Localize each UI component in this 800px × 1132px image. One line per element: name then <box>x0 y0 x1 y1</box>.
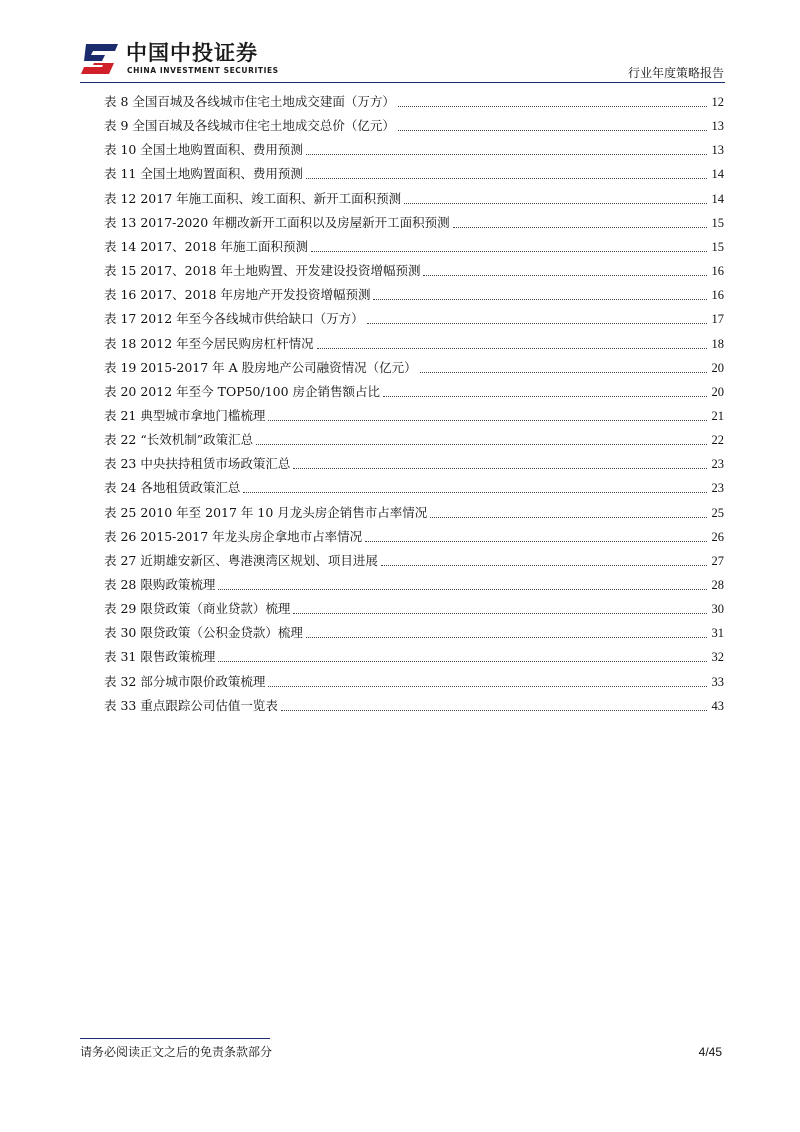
toc-entry-page: 21 <box>711 408 724 423</box>
toc-dot-leader <box>243 491 707 493</box>
toc-entry-title: 表 26 2015-2017 年龙头房企拿地市占率情况 <box>104 528 363 544</box>
toc-entry-page: 20 <box>711 360 724 375</box>
toc-dot-leader <box>317 347 707 349</box>
toc-entry[interactable] <box>104 381 724 401</box>
toc-entry-page: 23 <box>711 457 724 472</box>
toc-entry-page: 18 <box>711 336 724 351</box>
toc-entry[interactable] <box>104 453 724 473</box>
toc-dot-leader <box>404 202 707 204</box>
toc-dot-leader <box>306 177 707 179</box>
toc-entry-page: 16 <box>711 264 724 279</box>
toc-entry-title: 表 23 中央扶持租赁市场政策汇总 <box>104 456 291 472</box>
toc-entry[interactable] <box>104 284 724 304</box>
toc-entry-page: 20 <box>711 384 724 399</box>
toc-entry-page: 15 <box>711 239 724 254</box>
toc-entry[interactable] <box>104 260 724 280</box>
toc-entry-page: 12 <box>711 95 724 109</box>
toc-entry[interactable] <box>104 188 724 208</box>
toc-entry-title: 表 33 重点跟踪公司估值一览表 <box>104 697 278 713</box>
toc-dot-leader <box>453 226 707 228</box>
toc-entry-title: 表 12 2017 年施工面积、竣工面积、新开工面积预测 <box>104 190 402 206</box>
toc-dot-leader <box>293 467 707 469</box>
toc-dot-leader <box>367 322 707 324</box>
toc-entry-title: 表 31 限售政策梳理 <box>104 649 216 665</box>
toc-dot-leader <box>268 685 707 687</box>
toc-entry-page: 13 <box>711 119 724 134</box>
toc-entry-title: 表 13 2017-2020 年棚改新开工面积以及房屋新开工面积预测 <box>104 214 450 230</box>
report-type: 行业年度策略报告 <box>627 66 724 80</box>
toc-entry-page: 30 <box>711 602 724 617</box>
toc-entry-title: 表 29 限贷政策（商业贷款）梳理 <box>104 601 291 617</box>
toc-dot-leader <box>218 588 707 590</box>
toc-entry-title: 表 22 “长效机制”政策汇总 <box>104 432 254 448</box>
toc-entry[interactable] <box>104 695 724 715</box>
toc-entry-title: 表 14 2017、2018 年施工面积预测 <box>104 238 308 254</box>
toc-entry-page: 22 <box>711 433 724 448</box>
toc-entry-title: 表 18 2012 年至今居民购房杠杆情况 <box>104 335 314 351</box>
toc-entry-title: 表 32 部分城市限价政策梳理 <box>104 673 266 689</box>
toc-entry[interactable] <box>104 308 724 328</box>
company-logo <box>80 41 279 78</box>
toc-dot-leader <box>381 564 707 566</box>
toc-entry-title: 表 25 2010 年至 2017 年 10 月龙头房企销售市占率情况 <box>104 504 428 520</box>
toc-entry-page: 32 <box>711 650 724 665</box>
company-name-en: CHINA INVESTMENT SECURITIES <box>127 66 279 75</box>
toc-entry[interactable] <box>104 212 724 232</box>
toc-entry[interactable] <box>104 646 724 666</box>
toc-entry[interactable] <box>104 550 724 570</box>
toc-dot-leader <box>383 395 707 397</box>
toc-entry-title: 表 21 典型城市拿地门槛梳理 <box>104 407 266 423</box>
company-name-cn: 中国中投证券 <box>126 41 258 65</box>
toc-entry-page: 31 <box>711 626 724 641</box>
toc-entry-title: 表 16 2017、2018 年房地产开发投资增幅预测 <box>104 287 371 303</box>
toc-dot-leader <box>420 371 707 373</box>
toc-entry[interactable] <box>104 236 724 256</box>
toc-dot-leader <box>306 636 707 638</box>
toc-dot-leader <box>218 660 707 662</box>
footer-disclaimer: 请务必阅读正文之后的免责条款部分 <box>80 1045 273 1059</box>
toc-dot-leader <box>365 540 707 542</box>
toc-entry-title: 表 24 各地租赁政策汇总 <box>104 480 241 496</box>
toc-entry-page: 33 <box>711 674 724 689</box>
header-divider <box>80 82 725 83</box>
toc-entry[interactable] <box>104 622 724 642</box>
toc-dot-leader <box>398 129 707 131</box>
toc-entry-title: 表 9 全国百城及各线城市住宅土地成交总价（亿元） <box>104 118 395 134</box>
toc-entry-title: 表 28 限购政策梳理 <box>104 577 216 592</box>
toc-dot-leader <box>430 516 707 518</box>
toc-dot-leader <box>293 612 707 614</box>
toc-entry[interactable] <box>104 333 724 353</box>
toc-dot-leader <box>268 419 707 421</box>
toc-entry[interactable] <box>104 526 724 546</box>
page-number: 4/45 <box>698 1045 722 1059</box>
page-header <box>0 0 800 90</box>
toc-entry-page: 27 <box>711 553 724 568</box>
toc-entry[interactable] <box>104 357 724 377</box>
toc-entry-title: 表 15 2017、2018 年土地购置、开发建设投资增幅预测 <box>104 263 421 279</box>
toc-entry-title: 表 20 2012 年至今 TOP50/100 房企销售额占比 <box>104 383 381 399</box>
toc-entry[interactable] <box>104 502 724 522</box>
toc-entry-page: 13 <box>711 143 724 158</box>
toc-entry[interactable] <box>104 405 724 425</box>
toc-dot-leader <box>423 274 707 276</box>
toc-entry[interactable] <box>104 91 724 111</box>
toc-entry-page: 17 <box>711 312 724 327</box>
toc-dot-leader <box>398 105 707 107</box>
footer-divider <box>80 1038 270 1039</box>
toc-entry-title: 表 17 2012 年至今各线城市供给缺口（万方） <box>104 311 364 327</box>
toc-entry-title: 表 19 2015-2017 年 A 股房地产公司融资情况（亿元） <box>104 359 417 375</box>
toc-dot-leader <box>311 250 707 252</box>
toc-entry[interactable] <box>104 574 724 594</box>
toc-entry-page: 28 <box>711 578 724 592</box>
toc-entry-page: 43 <box>711 698 724 713</box>
toc-entry-page: 14 <box>711 191 724 206</box>
toc-entry-page: 26 <box>711 529 724 544</box>
toc-entry-page: 14 <box>711 167 724 182</box>
toc-entry[interactable] <box>104 115 724 135</box>
toc-entry[interactable] <box>104 671 724 691</box>
toc-entry[interactable] <box>104 163 724 183</box>
company-logo-icon <box>80 42 120 76</box>
toc-entry[interactable] <box>104 429 724 449</box>
toc-entry-page: 23 <box>711 481 724 496</box>
toc-entry-page: 15 <box>711 215 724 230</box>
toc-dot-leader <box>281 709 707 711</box>
toc-dot-leader <box>256 443 707 445</box>
toc-entry-title: 表 8 全国百城及各线城市住宅土地成交建面（万方） <box>104 94 395 109</box>
toc-entry-page: 16 <box>711 288 724 303</box>
toc-entry-page: 25 <box>711 505 724 520</box>
toc-entry[interactable] <box>104 598 724 618</box>
toc-dot-leader <box>306 153 707 155</box>
toc-entry-title: 表 30 限贷政策（公积金贷款）梳理 <box>104 625 303 641</box>
toc-dot-leader <box>373 298 707 300</box>
toc-entry-title: 表 11 全国土地购置面积、费用预测 <box>104 166 303 182</box>
toc-entry-title: 表 27 近期雄安新区、粤港澳湾区规划、项目进展 <box>104 552 378 568</box>
toc-entry[interactable] <box>104 139 724 159</box>
toc-entry-title: 表 10 全国土地购置面积、费用预测 <box>104 142 303 158</box>
toc-entry[interactable] <box>104 477 724 497</box>
